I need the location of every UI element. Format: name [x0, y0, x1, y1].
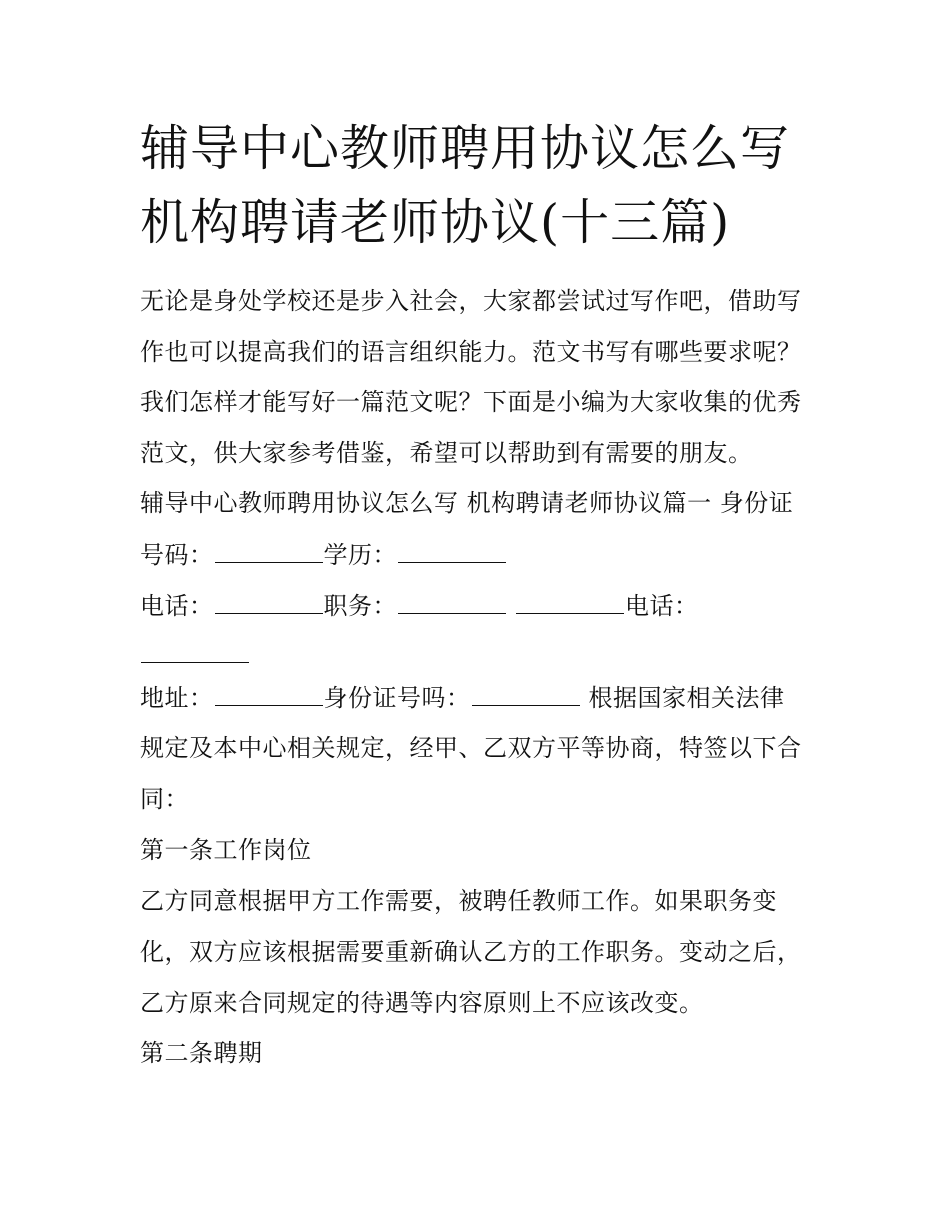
intro-line-4: 范文，供大家参考借鉴，希望可以帮助到有需要的朋友。 [140, 439, 753, 467]
article-2-heading: 第二条聘期 [140, 1039, 263, 1067]
id-number-label: 身份证号吗： [323, 684, 471, 712]
intro-line-1: 无论是身处学校还是步入社会，大家都尝试过写作吧，借助写 [140, 287, 802, 315]
article-1-heading: 第一条工作岗位 [140, 836, 312, 864]
phone-label: 电话： [140, 592, 214, 620]
title-line-1: 辅导中心教师聘用协议怎么写 [140, 120, 791, 177]
address-label: 地址： [140, 684, 214, 712]
education-label: 学历： [323, 541, 397, 569]
address-blank [215, 685, 323, 706]
position-label: 职务： [323, 592, 397, 620]
agreement-line-2: 同： [140, 785, 189, 813]
id-label: 号码： [140, 541, 214, 569]
name-blank [516, 593, 624, 614]
phone-label-2: 电话： [625, 592, 699, 620]
position-blank [398, 593, 506, 614]
id-blank [215, 542, 323, 563]
intro-line-2: 作也可以提高我们的语言组织能力。范文书写有哪些要求呢？ [140, 338, 802, 366]
form-row-phone-position [140, 593, 699, 618]
phone-blank [215, 593, 323, 614]
title-line-2: 机构聘请老师协议(十三篇) [140, 194, 731, 251]
form-row-id-education [140, 542, 507, 567]
intro-line-3: 我们怎样才能写好一篇范文呢？下面是小编为大家收集的优秀 [140, 388, 802, 416]
article-1-line-3: 乙方原来合同规定的待遇等内容原则上不应该改变。 [140, 989, 704, 1017]
article-1-line-2: 化，双方应该根据需要重新确认乙方的工作职务。变动之后， [140, 938, 802, 966]
form-row-phone-2-blank [140, 642, 250, 667]
after-id-text: 根据国家相关法律 [588, 684, 785, 712]
id-number-blank [472, 685, 580, 706]
section-heading: 辅导中心教师聘用协议怎么写 机构聘请老师协议篇一 身份证 [140, 489, 794, 517]
education-blank [398, 542, 506, 563]
article-1-line-1: 乙方同意根据甲方工作需要，被聘任教师工作。如果职务变 [140, 887, 777, 915]
form-row-address [140, 685, 785, 710]
phone-2-blank [141, 642, 249, 663]
agreement-line-1: 规定及本中心相关规定，经甲、乙双方平等协商，特签以下合 [140, 734, 802, 762]
